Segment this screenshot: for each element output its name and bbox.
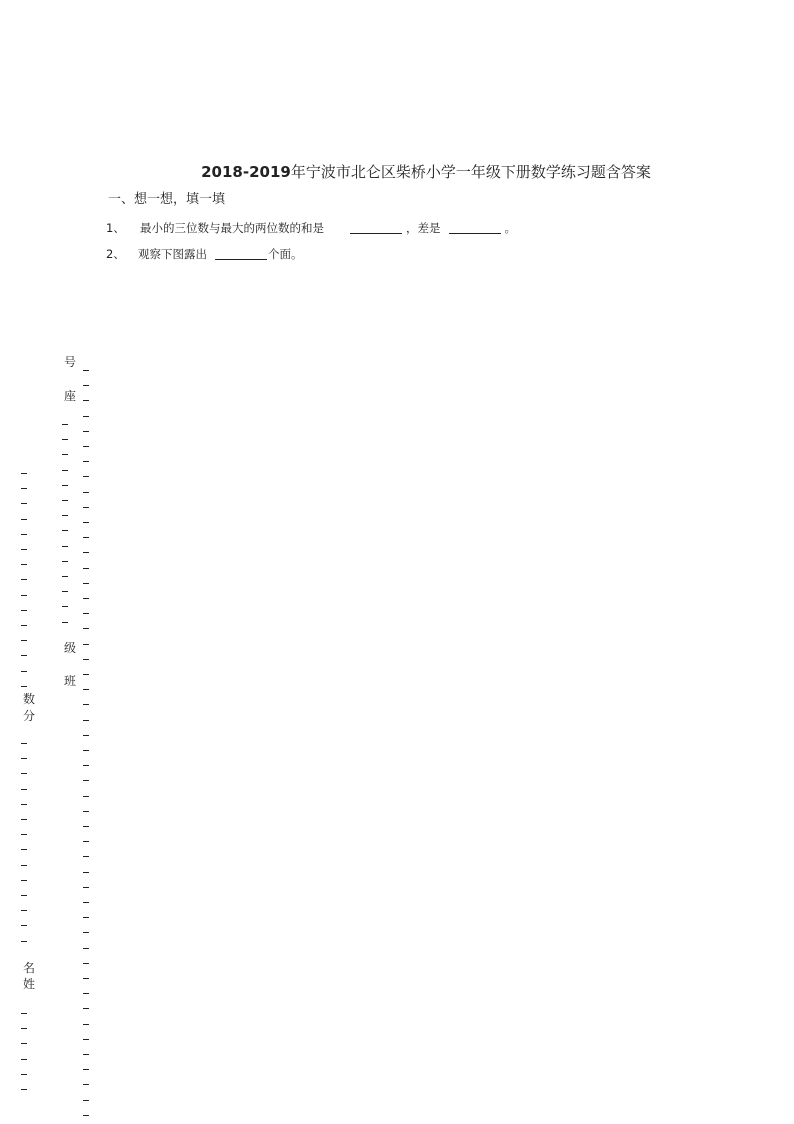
question-1-number: 1、 xyxy=(106,221,125,235)
cut-line-dash xyxy=(83,704,89,705)
cut-line-dash xyxy=(21,625,27,626)
cut-line-dash xyxy=(83,674,89,675)
cut-line-dash xyxy=(83,932,89,933)
cut-line-dash xyxy=(83,963,89,964)
question-1 xyxy=(106,220,516,236)
cut-line-dash xyxy=(83,720,89,721)
cut-line-dash xyxy=(83,461,89,462)
cut-line-dash xyxy=(83,1024,89,1025)
question-2 xyxy=(106,246,303,262)
section-heading: 一、想一想，填一填 xyxy=(108,192,226,207)
cut-line-dash xyxy=(21,564,27,565)
cut-line-dash xyxy=(21,1013,27,1014)
cut-line-dash xyxy=(83,598,89,599)
cut-line-dash xyxy=(83,811,89,812)
cut-line-dash xyxy=(83,659,89,660)
cut-line-dash xyxy=(83,644,89,645)
cut-line-dash xyxy=(83,765,89,766)
title-year: 2018-2019 xyxy=(201,163,291,181)
cut-line-dash xyxy=(62,530,68,531)
cut-line-dash xyxy=(83,492,89,493)
cut-line-dash xyxy=(21,941,27,942)
cut-line-dash xyxy=(21,910,27,911)
margin-label-class-2: 班 xyxy=(63,674,76,688)
cut-line-dash xyxy=(21,1059,27,1060)
question-1-text-after: 。 xyxy=(504,221,516,235)
cut-line-dash xyxy=(21,610,27,611)
cut-line-dash xyxy=(83,431,89,432)
cut-line-dash xyxy=(83,537,89,538)
cut-line-dash xyxy=(21,549,27,550)
cut-line-dash xyxy=(83,385,89,386)
cut-line-dash xyxy=(83,1084,89,1085)
cut-line-dash xyxy=(83,370,89,371)
margin-label-seat-1: 号 xyxy=(63,355,76,369)
cut-line-dash xyxy=(62,622,68,623)
cut-line-dash xyxy=(83,1039,89,1040)
cut-line-dash xyxy=(83,689,89,690)
answer-blank-sum[interactable] xyxy=(350,221,402,234)
binding-cut-line-left xyxy=(21,0,29,1124)
cut-line-dash xyxy=(21,655,27,656)
cut-line-dash xyxy=(21,865,27,866)
cut-line-dash xyxy=(62,439,68,440)
cut-line-dash xyxy=(83,902,89,903)
cut-line-dash xyxy=(83,796,89,797)
cut-line-dash xyxy=(62,515,68,516)
question-1-text-before: 最小的三位数与最大的两位数的和是 xyxy=(140,221,324,235)
cut-line-dash xyxy=(62,500,68,501)
question-2-number: 2、 xyxy=(106,247,125,261)
cut-line-dash xyxy=(83,1100,89,1101)
cut-line-dash xyxy=(83,948,89,949)
question-2-text-after: 个面。 xyxy=(268,247,303,261)
cut-line-dash xyxy=(62,424,68,425)
cut-line-dash xyxy=(21,488,27,489)
cut-line-dash xyxy=(21,895,27,896)
cut-line-dash xyxy=(21,773,27,774)
cut-line-dash xyxy=(83,1069,89,1070)
answer-blank-difference[interactable] xyxy=(449,221,501,234)
answer-blank-faces[interactable] xyxy=(215,247,267,260)
binding-cut-line-middle xyxy=(62,0,70,1124)
cut-line-dash xyxy=(83,750,89,751)
title-text: 年宁波市北仑区柴桥小学一年级下册数学练习题含答案 xyxy=(290,163,651,181)
margin-label-seat-2: 座 xyxy=(63,389,76,403)
cut-line-dash xyxy=(62,606,68,607)
cut-line-dash xyxy=(83,552,89,553)
cut-line-dash xyxy=(83,856,89,857)
cut-line-dash xyxy=(83,1054,89,1055)
cut-line-dash xyxy=(21,686,27,687)
cut-line-dash xyxy=(21,579,27,580)
cut-line-dash xyxy=(21,519,27,520)
cut-line-dash xyxy=(83,446,89,447)
cut-line-dash xyxy=(62,546,68,547)
cut-line-dash xyxy=(83,872,89,873)
cut-line-dash xyxy=(83,613,89,614)
cut-line-dash xyxy=(83,568,89,569)
cut-line-dash xyxy=(62,591,68,592)
cut-line-dash xyxy=(83,780,89,781)
cut-line-dash xyxy=(83,522,89,523)
cut-line-dash xyxy=(62,576,68,577)
cut-line-dash xyxy=(21,1089,27,1090)
cut-line-dash xyxy=(62,470,68,471)
cut-line-dash xyxy=(62,454,68,455)
cut-line-dash xyxy=(83,887,89,888)
cut-line-dash xyxy=(83,1008,89,1009)
cut-line-dash xyxy=(21,473,27,474)
cut-line-dash xyxy=(83,416,89,417)
margin-label-class-1: 级 xyxy=(63,641,76,655)
cut-line-dash xyxy=(83,583,89,584)
cut-line-dash xyxy=(21,925,27,926)
cut-line-dash xyxy=(83,400,89,401)
cut-line-dash xyxy=(21,671,27,672)
cut-line-dash xyxy=(21,534,27,535)
cut-line-dash xyxy=(21,880,27,881)
cut-line-dash xyxy=(21,849,27,850)
page-title xyxy=(0,162,794,182)
cut-line-dash xyxy=(62,561,68,562)
cut-line-dash xyxy=(83,1115,89,1116)
cut-line-dash xyxy=(83,476,89,477)
margin-label-score-2: 分 xyxy=(22,709,35,723)
cut-line-dash xyxy=(83,628,89,629)
cut-line-dash xyxy=(21,1043,27,1044)
question-2-text-before: 观察下图露出 xyxy=(138,247,207,261)
cut-line-dash xyxy=(21,1074,27,1075)
cut-line-dash xyxy=(21,1028,27,1029)
cut-line-dash xyxy=(21,640,27,641)
cut-line-dash xyxy=(21,758,27,759)
cut-line-dash xyxy=(21,834,27,835)
cut-line-dash xyxy=(83,735,89,736)
margin-label-score-1: 数 xyxy=(22,692,35,706)
cut-line-dash xyxy=(21,503,27,504)
binding-cut-line-right xyxy=(83,0,91,1124)
cut-line-dash xyxy=(21,819,27,820)
cut-line-dash xyxy=(83,978,89,979)
cut-line-dash xyxy=(83,507,89,508)
cut-line-dash xyxy=(83,826,89,827)
cut-line-dash xyxy=(21,804,27,805)
cut-line-dash xyxy=(83,917,89,918)
cut-line-dash xyxy=(21,743,27,744)
cut-line-dash xyxy=(83,993,89,994)
cut-line-dash xyxy=(21,595,27,596)
cut-line-dash xyxy=(21,789,27,790)
question-1-text-middle: ，差是 xyxy=(406,221,441,235)
margin-label-name-2: 姓 xyxy=(22,977,35,991)
cut-line-dash xyxy=(83,841,89,842)
cut-line-dash xyxy=(62,485,68,486)
margin-label-name-1: 名 xyxy=(22,961,35,975)
